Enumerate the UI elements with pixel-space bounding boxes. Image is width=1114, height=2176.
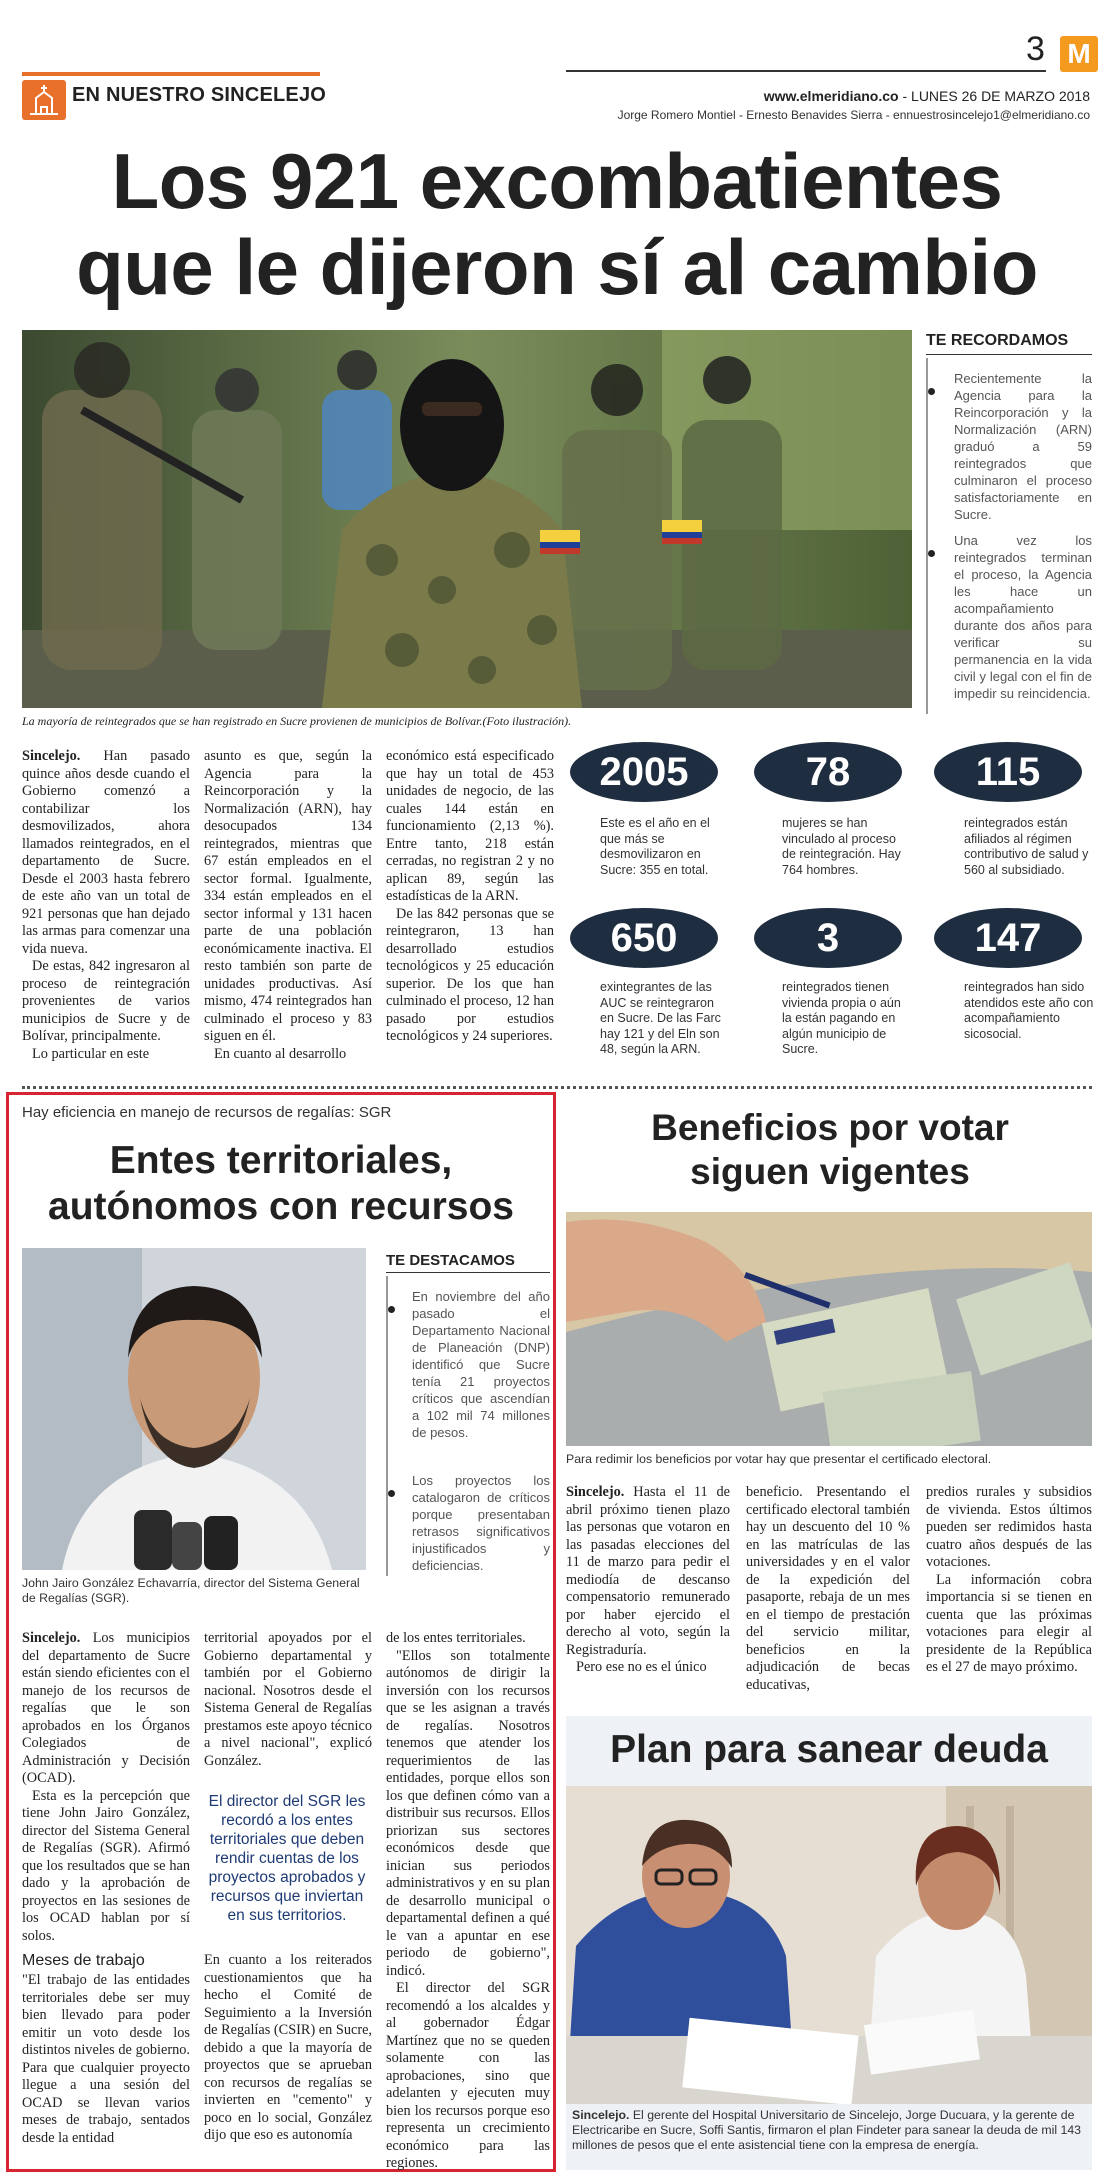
stat-value: 650 (570, 908, 718, 968)
paragraph: Lo particular en este (32, 1045, 150, 1062)
divider (926, 354, 1092, 355)
plan-caption (572, 2108, 1088, 2153)
main-headline (0, 138, 1114, 310)
stat-description: Este es el año en el que más se desmovilizaron en Sucre: 355 en total. (600, 816, 710, 877)
paragraph: territorial apoyados por el Gobierno departamental y también por el Gobierno nacional. Nosotros desde el Sistema General de Regalías prestamos este apoyo técnico a nivel nacional", explicó González. (204, 1630, 372, 1769)
stat-description: mujeres se han vinculado al proceso de reintegración. Hay 764 hombres. (782, 816, 901, 877)
pull-quote: El director del SGR les recordó a los entes territoriales que deben rendir cuentas de los proyectos aprobados y recursos que inviertan en sus territorios. (208, 1793, 366, 1924)
recordamos-item: Recientemente la Agencia para la Reincorporación y la Normalización (ARN) graduó a 59 reintegrados que culminaron el proceso satisfactoriamente en Sucre. (954, 371, 1092, 522)
beneficios-column-2 (746, 1484, 910, 1694)
paragraph: Los municipios del departamento de Sucre están siendo eficientes con el manejo de los recursos de regalías que le son aprobados en los Órganos Colegiados de Administración y Decisión (OCAD). (22, 1630, 190, 1786)
paragraph: En cuanto a los reiterados cuestionamientos que ha hecho el Comité de Seguimiento a la Inversión de Regalías (CSIR) en Sucre, debido a que la mayoría de proyectos que se aprueban con recursos de regalías se invierten en "cemento" y poco en lo social, González dijo que eso es autonomía (204, 1952, 372, 2143)
paragraph: Han pasado quince años desde cuando el Gobierno comenzó a contabilizar los desmovilizados, ahora llamados reintegrados, en el departamento de Sucre. Desde el 2003 hasta febrero de este año van un total de 921 personas que han dejado las armas para comenzar una vida nueva. (22, 748, 190, 957)
stat-value: 147 (934, 908, 1082, 968)
destacamos-item: En noviembre del año pasado el Departamento Nacional de Planeación (DNP) identificó que Sucre tenía 21 proyectos críticos que ascendían a 102 mil 74 millones de pesos. (412, 1289, 550, 1440)
entes-headline-line-2: autónomos con recursos (48, 1185, 514, 1228)
stat-value: 115 (934, 742, 1082, 802)
article-kicker: Hay eficiencia en manejo de recursos de regalías: SGR (22, 1104, 392, 1121)
article-column-1 (22, 748, 190, 1063)
beneficios-headline (566, 1106, 1094, 1194)
stat-description: reintegrados están afiliados al régimen contributivo de salud y 560 al subsidiado. (964, 816, 1089, 877)
stat-description: reintegrados tienen vivienda propia o aún la están pagando en algún municipio de Sucre. (782, 980, 901, 1056)
bullet-icon (388, 1306, 395, 1313)
destacamos-item: Los proyectos los catalogaron de críticos porque presentaban retrasos significativos injustificados y deficiencias. (412, 1473, 550, 1573)
signing-photo (566, 1786, 1092, 2104)
dateline-lead: Sincelejo. (22, 1630, 81, 1646)
issue-date: - LUNES 26 DE MARZO 2018 (898, 88, 1090, 104)
photo-caption: La mayoría de reintegrados que se han registrado en Sucre provienen de municipios de Bolívar.(Foto ilustración). (22, 714, 572, 728)
dateline-lead: Sincelejo. (22, 748, 81, 764)
bullet-icon (388, 1490, 395, 1497)
portrait-caption: John Jairo González Echavarría, director del Sistema General de Regalías (SGR). (22, 1576, 360, 1605)
stat-value: 2005 (570, 742, 718, 802)
section-accent-bar (22, 72, 320, 76)
entes-headline-line-1: Entes territoriales, (109, 1139, 453, 1182)
electoral-certificate-photo (566, 1212, 1092, 1446)
caption-lead: Sincelejo. (572, 2108, 630, 2122)
paragraph: Esta es la percepción que tiene John Jairo González, director del Sistema General de Regalías (SGR). Afirmó que los resultados que se han dado y la aprobación de proyectos en las sesiones de los OCAD hablan por sí solos. (22, 1787, 190, 1944)
dateline (764, 88, 1090, 104)
paragraph: beneficio. Presentando el certificado electoral también hay un descuento del 10 % en las matrículas de las universidades y en el valor de la expedición del pasaporte, rebaja de un mes en el tiempo de prestación del servicio militar, beneficios en la adjudicación de becas educativas, (746, 1484, 910, 1693)
article-column-2 (204, 748, 372, 1063)
header-rule (566, 70, 1046, 72)
stat-description: reintegrados han sido atendidos este año con acompañamiento sicosocial. (964, 980, 1094, 1041)
bullet-icon (928, 388, 935, 395)
paragraph: "Ellos son totalmente autónomos de dirigir la inversión con los recursos que se les asignan a través de regalías. Nosotros tenemos que atender los requerimientos de las entidades, porque ellos son los que definen cómo van a distribuir sus recursos. Ellos priorizan sus sectores económicos desde que inician sus periodos administrativos y en su plan de desarrollo municipal o departamental definen a qué le van a apuntar en ese periodo de gobierno", indicó. (386, 1647, 550, 1979)
author-line: Jorge Romero Montiel - Ernesto Benavides Sierra - ennuestrosincelejo1@elmeridiano.co (617, 108, 1090, 122)
entes-column-2 (204, 1630, 372, 1770)
section-label: EN NUESTRO SINCELEJO (72, 84, 327, 106)
paragraph: asunto es que, según la Agencia para la Reincorporación y la Normalización (ARN), hay desocupados 134 reintegrados, mientras que 67 están empleados en el sector formal. Igualmente, 334 están empleados en el sector informal y 131 hacen parte de una población económicamente inactiva. El resto también son parte de unidades productivas. Así mismo, 474 reintegrados han culminado el proceso y 83 siguen en él. (204, 748, 372, 1044)
paragraph: De estas, 842 ingresaron al proceso de reintegración provenientes de varios municipios de Sucre y de Bolívar, principalmente. (22, 958, 190, 1044)
paragraph: Hasta el 11 de abril próximo tienen plazo las personas que votaron en las pasadas elecciones del 11 de marzo para pedir el mediodía de descanso compensatorio remunerado por haber ejercido el derecho al voto, según la Registraduría. (566, 1484, 730, 1658)
newspaper-logo: M (1060, 36, 1098, 72)
church-icon (22, 80, 66, 120)
entes-headline (14, 1138, 548, 1230)
caption-text: El gerente del Hospital Universitario de Sincelejo, Jorge Ducuara, y la gerente de Electricaribe en Sucre, Soffi Santis, firmaron el plan Findeter para sanear la deuda de mil 143 millones de pesos que el ente asistencial tiene con la empresa de energía. (572, 2108, 1082, 2152)
dotted-divider (22, 1086, 1092, 1089)
stat-description: exintegrantes de las AUC se reintegraron en Sucre. De las Farc hay 121 y del Eln son 48, según la ARN. (600, 980, 721, 1056)
main-headline-line-2: que le dijeron sí al cambio (76, 223, 1038, 311)
paragraph: económico está especificado que hay un total de 453 unidades de negocio, de las cuales 144 están en funcionamiento (2,13 %). Entre tanto, 218 están cerradas, no registran 2 y no aplican 89, según las estadísticas de la ARN. (386, 748, 554, 904)
paragraph: de los entes territoriales. (386, 1630, 526, 1646)
website-link[interactable]: www.elmeridiano.co (763, 88, 899, 104)
recordamos-heading: TE RECORDAMOS (926, 332, 1069, 349)
paragraph: El director del SGR recomendó a los alcaldes y al gobernador Édgar Martínez que no se queden solamente con las aprobaciones, sino que adelanten y ejecuten muy bien los recursos porque eso representa un crecimiento económico para las regiones. (386, 1980, 550, 2171)
subhead: Meses de trabajo (22, 1952, 145, 1969)
divider (386, 1276, 388, 1576)
paragraph: La información cobra importancia si se tienen en cuenta que las próximas votaciones para elegir al presidente de la República es el 27 de mayo próximo. (926, 1571, 1092, 1675)
entes-column-3 (386, 1630, 550, 2173)
stat-value: 3 (754, 908, 902, 968)
recordamos-item: Una vez los reintegrados terminan el proceso, la Agencia les hace un acompañamiento durante dos años para verificar su permanencia en la vida civil y legal con el fin de impedir su reincidencia. (954, 533, 1092, 701)
destacamos-heading: TE DESTACAMOS (386, 1252, 515, 1269)
article-column-3 (386, 748, 554, 1046)
beneficios-column-3 (926, 1484, 1092, 1677)
entes-column-1 (22, 1630, 190, 1945)
entes-column-2-cont (204, 1952, 372, 2145)
page-number: 3 (1026, 30, 1045, 68)
beneficios-headline-line-1: Beneficios por votar (651, 1107, 1009, 1148)
director-portrait-photo (22, 1248, 366, 1570)
paragraph: De las 842 personas que se reintegraron, 13 han desarrollado estudios tecnológicos y 25 educación superior. De los que han culminado el proceso, 12 han pasado por estudios tecnológicos y 24 superiores. (386, 905, 554, 1044)
paragraph: predios rurales y subsidios de vivienda. Estos últimos pueden ser redimidos hasta cuatro años después de las votaciones. (926, 1484, 1092, 1570)
divider (386, 1272, 550, 1273)
paragraph: "El trabajo de las entidades territoriales debe ser muy bien llevado para poder emitir un voto desde los distintos niveles de gobierno. Para que cualquier proyecto llegue a una sesión del OCAD se llevan varios meses de trabajo, sentados desde la entidad (22, 1972, 190, 2146)
entes-column-1-cont (22, 1972, 190, 2147)
paragraph: En cuanto al desarrollo (214, 1045, 347, 1062)
beneficios-headline-line-2: siguen vigentes (690, 1151, 970, 1192)
dateline-lead: Sincelejo. (566, 1484, 625, 1500)
stat-value: 78 (754, 742, 902, 802)
reintegrados-photo (22, 330, 912, 708)
paragraph: Pero ese no es el único (576, 1659, 707, 1675)
bullet-icon (928, 550, 935, 557)
beneficios-column-1 (566, 1484, 730, 1677)
beneficios-caption: Para redimir los beneficios por votar hay que presentar el certificado electoral. (566, 1452, 992, 1466)
divider (926, 358, 928, 714)
plan-headline: Plan para sanear deuda (610, 1728, 1048, 1771)
main-headline-line-1: Los 921 excombatientes (111, 137, 1003, 225)
